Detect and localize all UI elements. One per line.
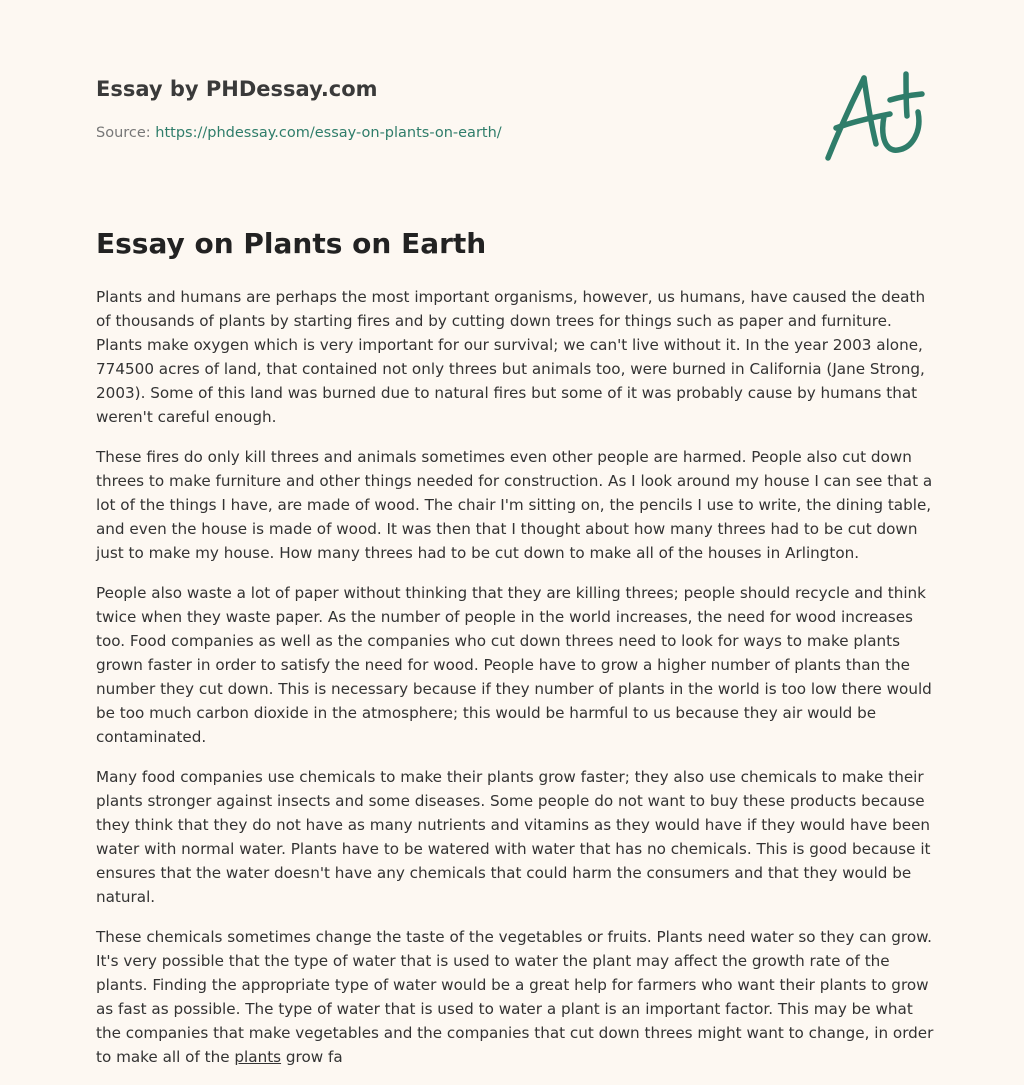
source-line	[96, 122, 796, 144]
source-label: Source:	[96, 125, 156, 141]
paragraph-5-text-start: These chemicals sometimes change the taste of the vegetables or fruits. Plants need water so they can grow. It's very possible that the type of water that is used to water the plant may affect the growth rate of the plants. Finding the appropriate type of water would be a great help for farmers who want their plants to grow as fast as possible. The type of water that is used to water a plant is an important factor. This may be what the companies that make vegetables and the companies that cut down threes might want to change, in order to make all of the	[96, 928, 934, 1066]
brand-title: Essay by PHDessay.com	[96, 77, 378, 101]
plants-link[interactable]: plants	[234, 1048, 282, 1066]
paragraph-5-text-end: grow fa	[281, 1048, 343, 1066]
essay-paragraph-2: These fires do only kill threes and animals sometimes even other people are harmed. People also cut down threes to make furniture and other things needed for construction. As I look around my house I can see that a lot of the things I have, are made of wood. The chair I'm sitting on, the pencils I use to write, the dining table, and even the house is made of wood. It was then that I thought about how many threes had to be cut down just to make my house. How many threes had to be cut down to make all of the houses in Arlington.	[96, 448, 933, 562]
essay-header	[96, 74, 796, 144]
source-link[interactable]: https://phdessay.com/essay-on-plants-on-earth/	[155, 125, 502, 141]
essay-paragraph-4: Many food companies use chemicals to make their plants grow faster; they also use chemicals to make their plants stronger against insects and some diseases. Some people do not want to buy these products because they think that they do not have as many nutrients and vitamins as they would have if they would have been water with normal water. Plants have to be watered with water that has no chemicals. This is good because it ensures that the water doesn't have any chemicals that could harm the consumers and that they would be natural.	[96, 768, 931, 906]
a-plus-grade-icon	[818, 66, 930, 166]
essay-paragraph-3: People also waste a lot of paper without thinking that they are killing threes; people should recycle and think twice when they waste paper. As the number of people in the world increases, the need for wood increases too. Food companies as well as the companies who cut down threes need to look for ways to make plants grown faster in order to satisfy the need for wood. People have to grow a higher number of plants than the number they cut down. This is necessary because if they number of plants in the world is too low there would be too much carbon dioxide in the atmosphere; this would be harmful to us because they air would be contaminated.	[96, 584, 932, 746]
essay-title: Essay on Plants on Earth	[96, 227, 487, 260]
essay-paragraph-1: Plants and humans are perhaps the most important organisms, however, us humans, have caused the death of thousands of plants by starting fires and by cutting down trees for things such as paper and furniture. Plants make oxygen which is very important for our survival; we can't live without it. In the year 2003 alone, 774500 acres of land, that contained not only threes but animals too, were burned in California (Jane Strong, 2003). Some of this land was burned due to natural fires but some of it was probably cause by humans that weren't careful enough.	[96, 288, 926, 426]
essay-paragraph-5	[96, 925, 936, 1069]
essay-body	[96, 285, 936, 1085]
